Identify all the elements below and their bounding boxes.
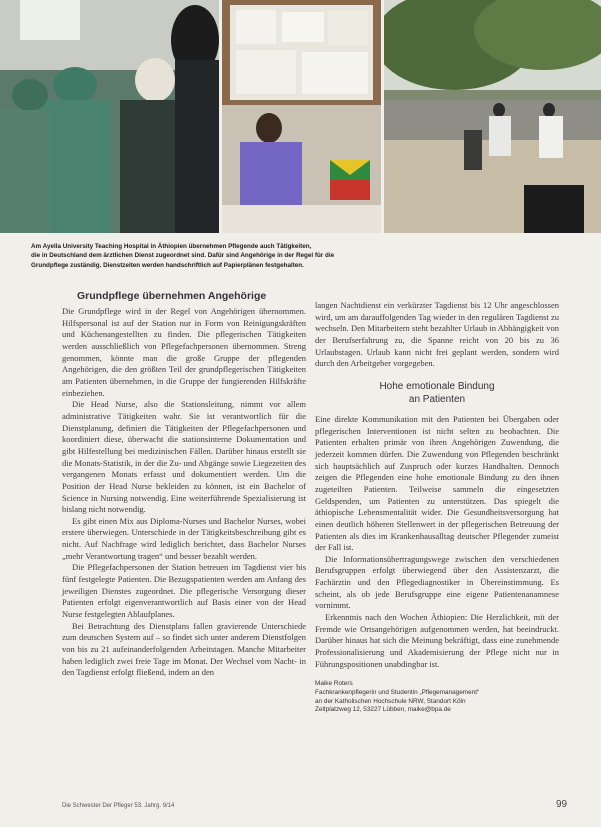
heading-line-1: Hohe emotionale Bindung xyxy=(379,380,495,392)
paragraph: Die Informationsübertragungswege zwischen den verschiedenen Berufsgruppen erfolgt überwiegend über den Assistenzarzt, die Fachärztin und den Pflegediagnostiker in Übereinstimmung. Es scheint, als ob jede Berufsgruppe eine eigene Patientenanamnese vornimmt. xyxy=(315,553,559,611)
footer-publication: Die Schwester Der Pfleger 53. Jahrg. 9/14 xyxy=(62,803,175,809)
author-affiliation: an der Katholischen Hochschule NRW, Standort Köln xyxy=(315,697,466,705)
paragraph: Eine direkte Kommunikation mit den Patienten bei Übergaben oder pflegerischen Interventionen ist nicht selten zu beobachten. Die Patienten erhalten primär von ihren Angehörigen Zuwendung, die jederzeit kommen dürfen. Die Zuwendung von Pflegenden beschränkt sich hauptsächlich auf Zuspruch oder kurzes Handhalten. Dennoch zeigen die Pflegenden eine hohe emotionale Bindung zu den ihnen zugeteilten Patienten. Teilweise sammeln die eingesetzten Geldspenden, um Patienten zu unterstützen. Das spiegelt die äthiopische Lebensmentalität wider. Die Gesundheitsversorgung hat einen deutlich höheren Stellenwert in der pflegerischen Betreuung der Patienten als dies im Krankenhausalltag deutscher Pflegender zumeist der Fall ist. xyxy=(315,413,559,553)
page-number: 99 xyxy=(556,799,568,810)
paragraph: Die Pflegefachpersonen der Station betreuen im Tagdienst vier bis fünf festgelegte Patienten. Die Bezugspatienten werden am Anfang des jeweiligen Dienstes zugeordnet. Die pflegerische Versorgung dieser Patienten erfolgt eigenverantwortlich auf Basis einer von der Head Nurse festgelegten Ablaufplanes. xyxy=(62,562,306,620)
author-block xyxy=(315,680,559,714)
paragraph: Bei Betrachtung des Dienstplans fallen gravierende Unterschiede zum deutschen System auf – so findet sich unter anderem Dienstfolgen von bis zu 21 aufeinanderfolgenden Arbeitstagen. Manche Mitarbeiter haben lediglich zwei freie Tage im Monat. Der Wechsel vom Nacht- in den Tagdienst erfolgt fließend, indem an den xyxy=(62,620,306,678)
photo-operating-room xyxy=(0,0,219,233)
section-heading-grundpflege: Grundpflege übernehmen Angehörige xyxy=(77,290,267,302)
paragraph: Es gibt einen Mix aus Diploma-Nurses und Bachelor Nurses, wobei erstere überwiegen. Unterschiede in der Tätigkeitsbeschreibung gibt es nicht. Auf Nachfrage wird lediglich berichtet, dass Bachelor Nurses „mehr Verantwortung tragen“ und besser bezahlt werden. xyxy=(62,515,306,561)
author-address: Zeltplatzweg 12, 53227 Lübben, maike@bpa.de xyxy=(315,706,451,714)
article-column-right xyxy=(315,300,559,715)
caption-line-3: Grundpflege zuständig. Dienstzeiten werden handschriftlich auf Papierplänen festgehalten. xyxy=(31,261,304,269)
photo-hospital-courtyard xyxy=(384,0,601,233)
photo-caption xyxy=(31,242,511,270)
paragraph: Die Head Nurse, also die Stationsleitung, nimmt vor allem administrative Tätigkeiten wahr. Sie ist verantwortlich für die Dienstplanung, definiert die Tätigkeiten der Pflegefachpersonen und koordiniert diese, überwacht die stationsinterne Dokumentation und gibt Hilfestellung bei medizinischen Fällen. Darüber hinaus erstellt sie die Monats-Statistik, in der die Zu- und Abgänge sowie Liegezeiten des vergangenen Monats erfasst und dokumentiert werden. Um die Position der Head Nurse bekleiden zu können, ist ein Bachelor of Science in Nursing notwendig. Eine weiterführende Spezialisierung ist bislang nicht notwendig. xyxy=(62,399,306,515)
caption-line-2: die in Deutschland dem ärztlichen Dienst zugeordnet sind. Dafür sind Angehörige in der Regel für die xyxy=(31,252,335,260)
paragraph: Erkenntnis nach den Wochen Äthiopien: Die Herzlichkeit, mit der Fremde wie Ortsangehörigen aufgenommen werden, hat beeindruckt. Darüber hinaus hat sich die Meinung bekräftigt, dass eine zunehmende Professionalisierung und Akademisierung der Pflege nicht nur in Führungspositionen unabdingbar ist. xyxy=(315,612,559,669)
heading-line-2: an Patienten xyxy=(408,393,466,405)
photo-strip xyxy=(0,0,601,233)
photo-office-duty-roster xyxy=(222,0,381,233)
paragraph: Die Grundpflege wird in der Regel von Angehörigen übernommen. Hilfspersonal ist auf der Station nur in Form von Reinigungskräften und Küchenangestellten zu finden. Die pflegerischen Tätigkeiten werden ausschließlich von Pflegefachpersonen übernommen. Streng genommen, könnte man die große Gruppe der pflegenden Angehörigen, die den größten Teil der grundpflegerischen Tätigkeiten am Patienten übernehmen, in die Gruppe der fungierenden Hilfskräfte einbeziehen. xyxy=(62,306,306,398)
caption-line-1: Am Ayella University Teaching Hospital in Äthiopien übernehmen Pflegende auch Tätigkeiten, xyxy=(31,243,312,250)
author-name: Maike Roters xyxy=(315,680,353,688)
paragraph: langen Nachtdienst ein verkürzter Tagdienst bis 12 Uhr angeschlossen wird, um am darauffolgenden Tag wieder in den regulären Tagdienst zu wechseln. Den Mitarbeitern steht bezahlter Urlaub in Abhängigkeit von der Berufserfahrung zu, die Spanne reicht von 20 bis zu 36 Urlaubstagen. Urlaub kann nicht frei geplant werden, sondern wird durch den Arbeitgeber vorgegeben. xyxy=(315,300,559,369)
author-role: Fachkrankenpflegerin und Studentin „Pflegemanagement“ xyxy=(315,688,480,696)
article-column-left xyxy=(62,306,306,679)
section-heading-emotionale-bindung xyxy=(315,380,559,406)
